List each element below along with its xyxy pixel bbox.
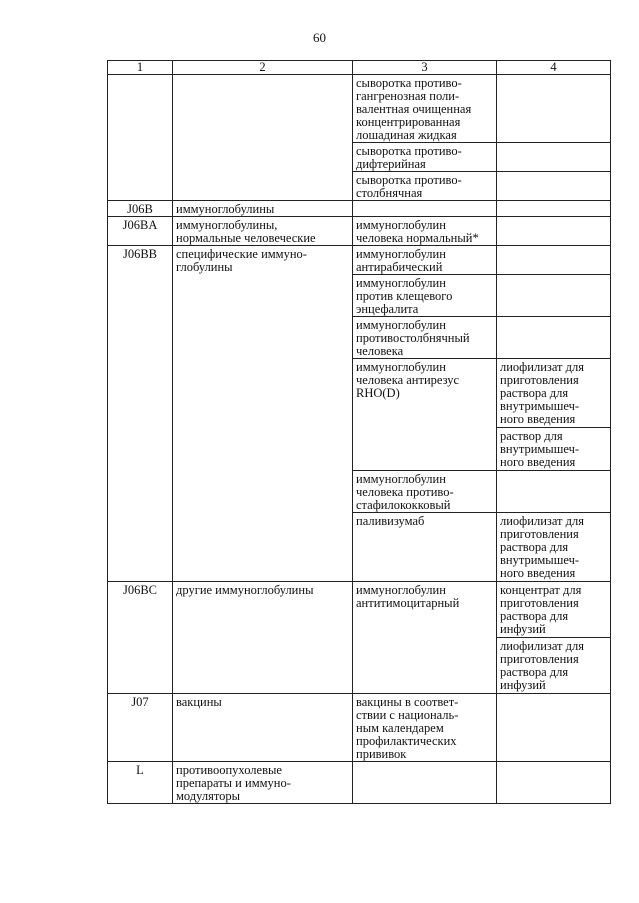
dosage-forms-cell — [497, 471, 611, 513]
dosage-forms-cell — [497, 762, 611, 804]
dosage-form: раствор для внутримышеч- ного введения — [500, 429, 580, 469]
dosage-forms-cell — [497, 275, 611, 317]
atc-group-name: другие иммуноглобулины — [173, 582, 353, 694]
atc-code: L — [108, 762, 173, 804]
table-row — [108, 762, 611, 804]
table-row — [108, 217, 611, 246]
dosage-forms-cell — [497, 359, 611, 471]
dosage-form: лиофилизат для приготовления раствора для внутримышеч- ного введения — [500, 514, 584, 580]
drug-name: сыворотка противо- дифтерийная — [353, 143, 497, 172]
dosage-forms-cell — [497, 317, 611, 359]
dosage-forms-cell — [497, 217, 611, 246]
drug-name: иммуноглобулин человека нормальный* — [353, 217, 497, 246]
table-row — [108, 75, 611, 143]
dosage-forms-cell — [497, 143, 611, 172]
atc-group-name: иммуноглобулины — [173, 201, 353, 217]
dosage-form: лиофилизат для приготовления раствора для внутримышеч- ного введения — [497, 359, 610, 428]
atc-code: J06BC — [108, 582, 173, 694]
dosage-forms-cell — [497, 246, 611, 275]
atc-group-name: вакцины — [173, 694, 353, 762]
drug-name: сыворотка противо- гангренозная поли- валентная очищенная концентрированная лошадиная жидкая — [353, 75, 497, 143]
drug-classification-table — [107, 60, 611, 804]
atc-code — [108, 75, 173, 201]
drug-name: вакцины в соответ- ствии с националь- ным календарем профилактических прививок — [353, 694, 497, 762]
dosage-forms-cell — [497, 694, 611, 762]
drug-name: иммуноглобулин антитимоцитарный — [353, 582, 497, 694]
page-number: 60 — [313, 30, 326, 45]
header-row — [108, 61, 611, 75]
dosage-forms-cell — [497, 582, 611, 694]
drug-name: иммуноглобулин противостолбнячный человека — [353, 317, 497, 359]
atc-code: J06BB — [108, 246, 173, 582]
column-header: 3 — [353, 61, 497, 75]
table-row — [108, 246, 611, 275]
drug-name: иммуноглобулин человека противо- стафилококковый — [353, 471, 497, 513]
atc-code: J06B — [108, 201, 173, 217]
drug-name: иммуноглобулин человека антирезус RHO(D) — [353, 359, 497, 471]
atc-code: J06BA — [108, 217, 173, 246]
table-row — [108, 694, 611, 762]
drug-name: иммуноглобулин против клещевого энцефалита — [353, 275, 497, 317]
table-row — [108, 582, 611, 694]
dosage-forms-cell — [497, 75, 611, 143]
form-cell — [497, 201, 611, 217]
dosage-form: лиофилизат для приготовления раствора для инфузий — [500, 639, 584, 692]
drug-name: паливизумаб — [353, 513, 497, 582]
column-header: 1 — [108, 61, 173, 75]
dosage-forms-cell — [497, 172, 611, 201]
drug-name: сыворотка противо- столбнячная — [353, 172, 497, 201]
drug-name: иммуноглобулин антирабический — [353, 246, 497, 275]
atc-group-name — [173, 75, 353, 201]
dosage-forms-cell — [497, 513, 611, 582]
dosage-form: концентрат для приготовления раствора для инфузий — [497, 582, 610, 638]
atc-group-name: иммуноглобулины, нормальные человеческие — [173, 217, 353, 246]
drug-name — [353, 762, 497, 804]
column-header: 4 — [497, 61, 611, 75]
atc-group-name: специфические иммуно- глобулины — [173, 246, 353, 582]
atc-group-name: противоопухолевые препараты и иммуно- модуляторы — [173, 762, 353, 804]
drug-cell — [353, 201, 497, 217]
table-row — [108, 201, 611, 217]
column-header: 2 — [173, 61, 353, 75]
atc-code: J07 — [108, 694, 173, 762]
